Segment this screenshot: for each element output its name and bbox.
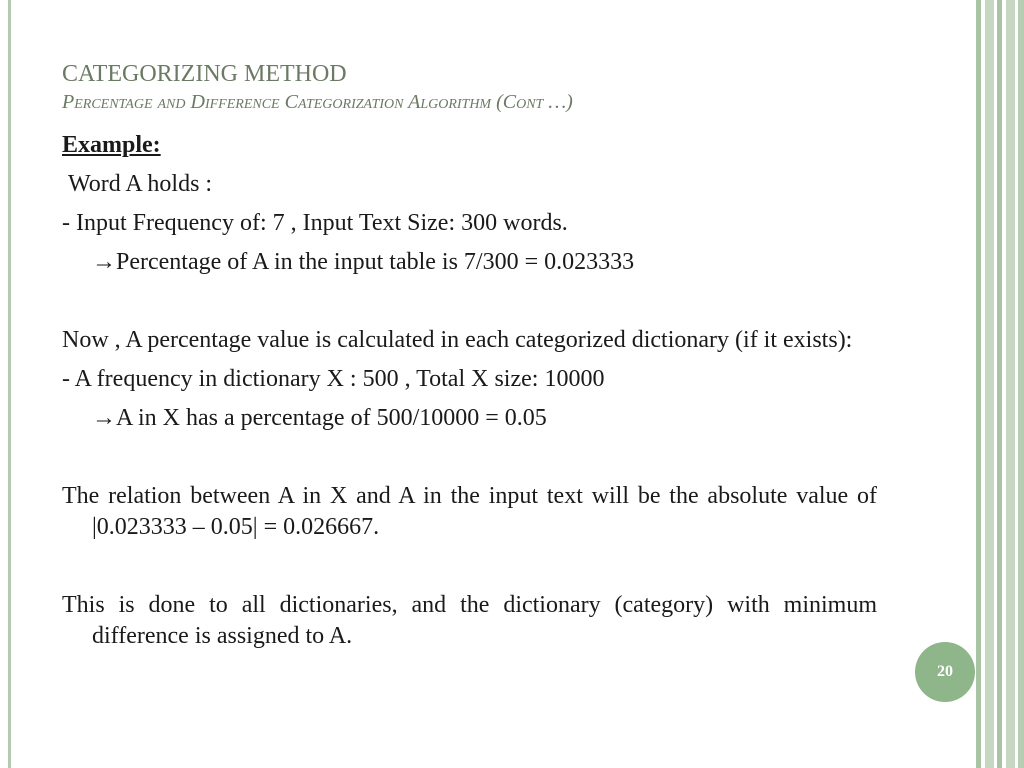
stripe <box>976 0 981 768</box>
spacer <box>62 278 877 325</box>
slide-body <box>62 130 877 652</box>
left-border-line <box>8 0 11 768</box>
example-heading: Example: <box>62 132 161 158</box>
x-percentage-text: A in X has a percentage of 500/10000 = 0.05 <box>116 405 547 431</box>
body-line-input-frequency: - Input Frequency of: 7 , Input Text Size: 300 words. <box>62 210 568 236</box>
slide-title: CATEGORIZING METHOD <box>62 61 347 87</box>
body-line-dictionary-frequency: - A frequency in dictionary X : 500 , Total X size: 10000 <box>62 366 605 392</box>
stripe <box>1018 0 1024 768</box>
body-line-percentage <box>62 247 877 278</box>
right-decorative-stripes <box>976 0 1024 768</box>
body-line-word-a: Word A holds : <box>68 171 213 197</box>
stripe <box>997 0 1002 768</box>
paragraph-percentage-value: Now , A percentage value is calculated in each categorized dictionary (if it exists): <box>62 327 853 353</box>
spacer <box>62 434 877 481</box>
paragraph-conclusion: This is done to all dictionaries, and the dictionary (category) with minimum difference is assigned to A. <box>62 592 877 649</box>
paragraph-relation: The relation between A in X and A in the input text will be the absolute value of |0.023333 – 0.05| = 0.026667. <box>62 483 877 540</box>
body-line-x-percentage <box>62 403 877 434</box>
stripe <box>1006 0 1015 768</box>
arrow-icon: → <box>92 249 116 275</box>
stripe <box>985 0 994 768</box>
page-number-badge: 20 <box>915 642 975 702</box>
arrow-icon: → <box>92 405 116 431</box>
spacer <box>62 543 877 590</box>
slide-subtitle: Percentage and Difference Categorization Algorithm (Cont …) <box>62 91 573 113</box>
percentage-text: Percentage of A in the input table is 7/300 = 0.023333 <box>116 249 635 275</box>
